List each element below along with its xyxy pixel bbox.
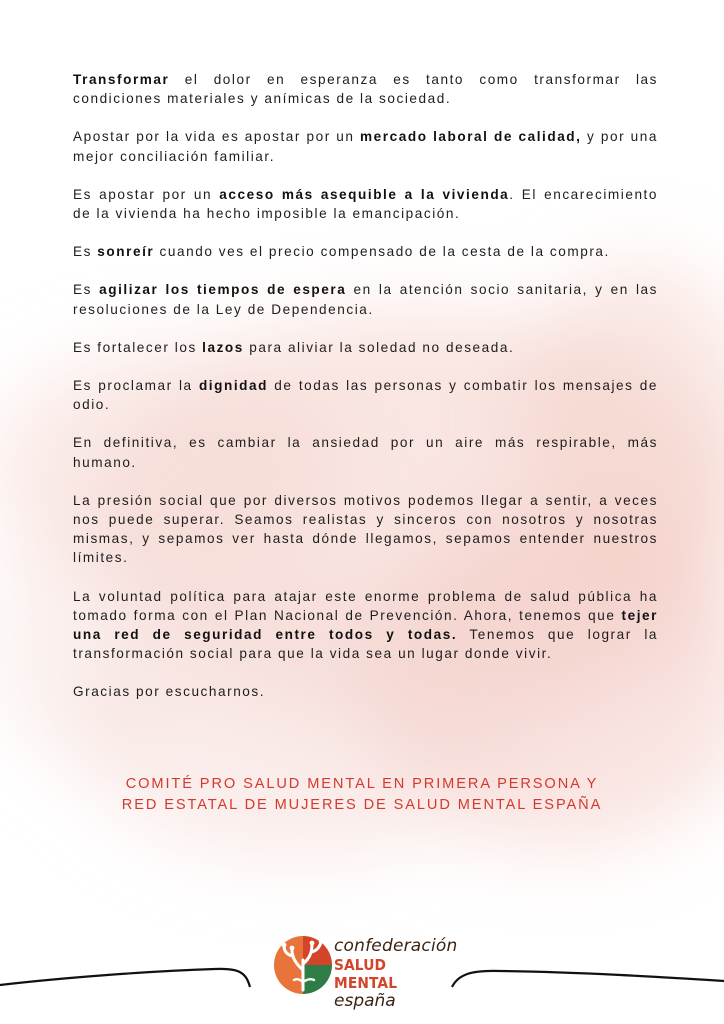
paragraph-text: En definitiva, es cambiar la ansiedad por un aire más respirable, más humano. — [73, 435, 658, 470]
body-paragraph — [73, 491, 658, 568]
paragraph-text: La voluntad política para atajar este enorme problema de salud pública ha tomado forma con el Plan Nacional de Prevención. Ahora, tenemos que — [73, 588, 658, 623]
body-paragraph — [73, 338, 658, 357]
paragraph-text: Tenemos que lograr la transformación social para que la vida sea un lugar donde vivir. — [73, 627, 658, 662]
signature-line-2: RED ESTATAL DE MUJERES DE SALUD MENTAL ESPAÑA — [121, 797, 603, 813]
paragraph-text: el dolor en esperanza es tanto como transformar las condiciones materiales y anímicas de la sociedad. — [73, 72, 658, 107]
body-paragraph — [73, 376, 658, 414]
confederacion-logo — [272, 934, 462, 1011]
emphasis-text: sonreír — [97, 244, 155, 260]
emphasis-text: acceso más asequible a la vivienda — [219, 186, 510, 202]
body-paragraph — [73, 280, 658, 318]
emphasis-text: Transformar — [73, 72, 170, 87]
paragraph-text: cuando ves el precio compensado de la cesta de la compra. — [154, 244, 610, 260]
paragraph-text: Gracias por escucharnos. — [73, 684, 266, 700]
paragraph-text: Apostar por la vida es apostar por un — [73, 129, 361, 145]
body-paragraph — [73, 127, 658, 165]
paragraph-text: Es apostar por un — [73, 186, 220, 202]
paragraph-text: en la atención socio sanitaria, y en las resoluciones de la Ley de Dependencia. — [73, 282, 659, 317]
body-paragraph — [73, 242, 658, 261]
letter-body — [73, 70, 658, 721]
logo-salud-mental-text: SALUD MENTAL — [334, 956, 398, 992]
logo-espana-text: españa — [334, 991, 396, 1011]
paragraph-text: para aliviar la soledad no deseada. — [243, 339, 515, 355]
body-paragraph — [73, 682, 658, 701]
paragraph-text: Es — [73, 282, 100, 298]
paragraph-text: . El encarecimiento de la vivienda ha hecho imposible la emancipación. — [73, 186, 658, 222]
emphasis-text: lazos — [202, 339, 244, 355]
paragraph-text: Es — [73, 244, 98, 260]
emphasis-text: mercado laboral de calidad, — [360, 129, 582, 145]
paragraph-text: Es fortalecer los — [73, 339, 203, 355]
emphasis-text: dignidad — [198, 378, 268, 394]
body-paragraph — [73, 433, 658, 471]
emphasis-text: tejer una red de seguridad entre todos y todas. — [73, 607, 658, 643]
paragraph-text: y por una mejor conciliación familiar. — [73, 129, 658, 164]
body-paragraph — [73, 185, 658, 223]
paragraph-text: de todas las personas y combatir los mensajes de odio. — [73, 378, 659, 413]
paragraph-text: Es proclamar la — [73, 378, 199, 394]
logo-confederacion-text: confederación — [334, 936, 458, 956]
body-paragraph — [73, 70, 658, 108]
signature-line-1: COMITÉ PRO SALUD MENTAL EN PRIMERA PERSONA Y — [125, 776, 599, 792]
body-paragraph — [73, 587, 658, 664]
signature — [40, 774, 684, 816]
emphasis-text: agilizar los tiempos de espera — [99, 282, 347, 298]
paragraph-text: La presión social que por diversos motivos podemos llegar a sentir, a veces nos puede superar. Seamos realistas y sinceros con nosotros y nosotras mismas, y sepamos ver hasta dónde llegamos, sepamos entender nuestros límites. — [73, 492, 658, 566]
salud-mental-tree-icon — [272, 934, 334, 996]
